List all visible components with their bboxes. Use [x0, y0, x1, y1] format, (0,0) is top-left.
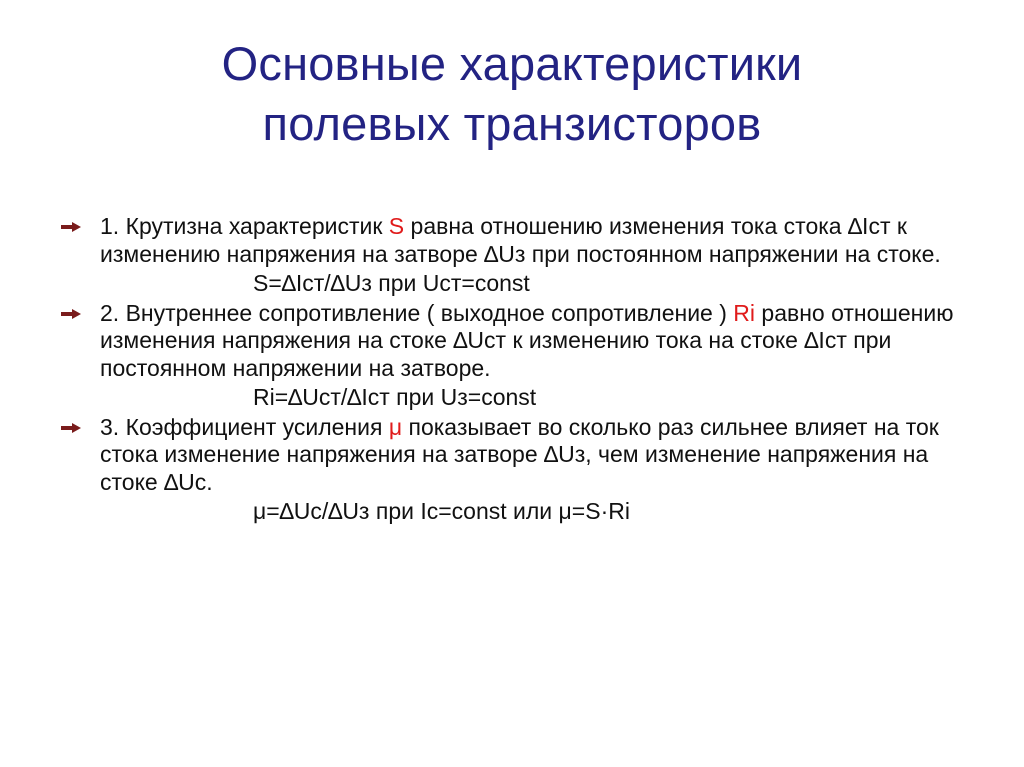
item-formula: S=∆Iст/∆Uз при Uст=const — [253, 270, 530, 296]
item-highlight: μ — [388, 413, 403, 440]
arrow-bullet-icon — [60, 309, 82, 319]
list-item — [0, 414, 960, 526]
item-formula: μ=∆Uс/∆Uз при Iс=const или μ=S·Ri — [253, 498, 630, 524]
title-line-1: Основные характеристики — [221, 37, 803, 90]
item-text-end: равна отношению изменения тока стока ∆Iст к изменению напряжения на затворе ∆Uз при постоянном напряжении на стоке. — [100, 213, 941, 267]
item-text-start: 2. Внутреннее сопротивление ( выходное сопротивление ) — [100, 299, 734, 326]
arrow-bullet-icon — [60, 423, 82, 433]
item-text-end: равно отношению изменения напряжения на стоке ∆Uст к изменению тока на стоке ∆Iст при постоянном напряжении на затворе. — [100, 299, 954, 381]
item-formula: Ri=∆Uст/∆Iст при Uз=const — [253, 384, 537, 410]
item-highlight: Ri — [733, 299, 756, 326]
item-text-start: 3. Коэффициент усиления — [100, 413, 389, 440]
item-text-start: 1. Крутизна характеристик — [100, 213, 389, 239]
item-text-end: показывает во сколько раз сильнее влияет на ток стока изменение напряжения на затворе ∆Uз, чем изменение напряжения на стоке ∆Uс. — [100, 413, 939, 495]
characteristics-list — [0, 213, 1024, 528]
slide-title — [0, 34, 1024, 154]
title-line-2: полевых транзисторов — [262, 97, 762, 150]
list-item — [0, 213, 960, 298]
arrow-bullet-icon — [60, 222, 82, 232]
list-item — [0, 300, 960, 412]
item-highlight: S — [388, 213, 405, 239]
